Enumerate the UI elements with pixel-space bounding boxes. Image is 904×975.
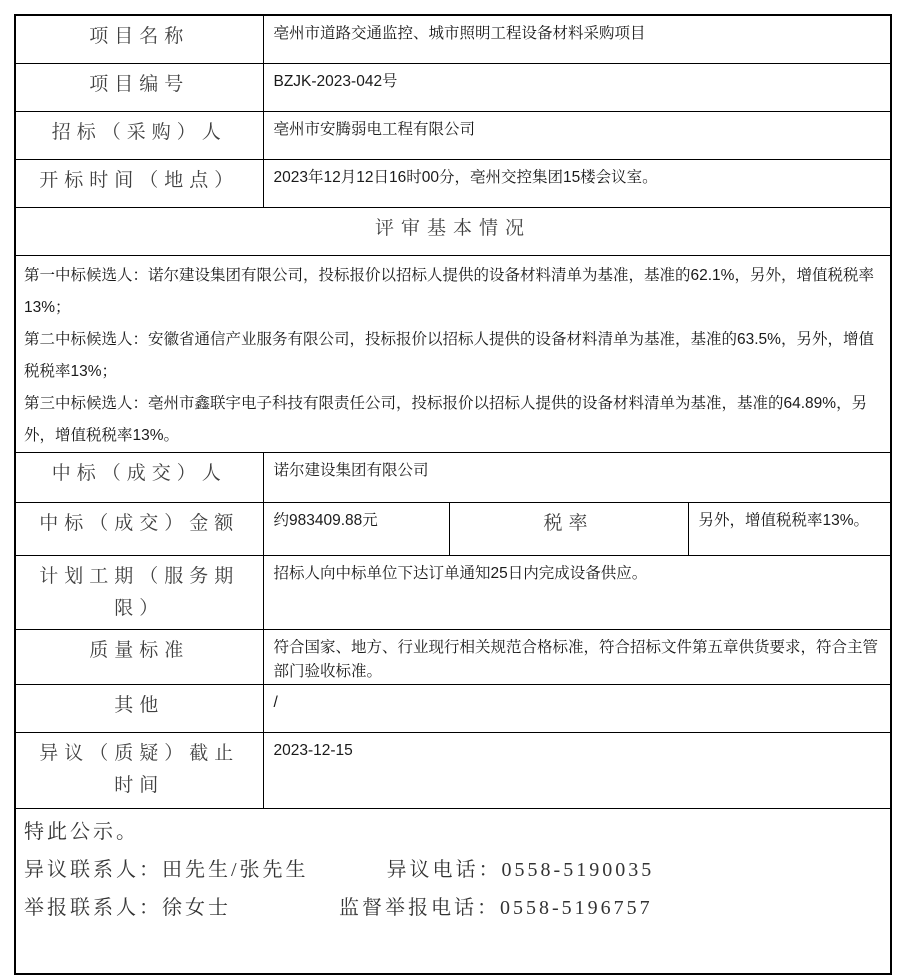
candidate-first: 第一中标候选人：诺尔建设集团有限公司，投标报价以招标人提供的设备材料清单为基准，基准的62.1%，另外，增值税税率13%； <box>24 266 874 316</box>
announcement-line: 特此公示。 <box>24 820 139 843</box>
row-objection-deadline <box>15 732 891 808</box>
bid-opening-label: 开标时间（地点） <box>15 159 263 207</box>
bid-opening-value: 2023年12月12日16时00分，亳州交控集团15楼会议室。 <box>263 159 891 207</box>
objection-deadline-label: 异议（质疑）截止时间 <box>15 732 263 808</box>
schedule-value: 招标人向中标单位下达订单通知25日内完成设备供应。 <box>263 555 891 629</box>
row-schedule <box>15 555 891 629</box>
project-number-label: 项目编号 <box>15 63 263 111</box>
tax-rate-label: 税率 <box>449 502 688 555</box>
quality-value: 符合国家、地方、行业现行相关规范合格标准，符合招标文件第五章供货要求，符合主管部门验收标准。 <box>263 629 891 684</box>
project-name-label: 项目名称 <box>15 15 263 63</box>
row-other <box>15 684 891 732</box>
tenderer-value: 亳州市安腾弱电工程有限公司 <box>263 111 891 159</box>
other-label: 其他 <box>15 684 263 732</box>
winner-label: 中标（成交）人 <box>15 452 263 502</box>
row-review-header <box>15 207 891 255</box>
objection-contact-line <box>24 851 882 889</box>
objection-phone: 异议电话：0558-5190035 <box>386 858 655 881</box>
objection-deadline-value: 2023-12-15 <box>263 732 891 808</box>
row-tenderer <box>15 111 891 159</box>
candidate-third: 第三中标候选人：亳州市鑫联宇电子科技有限责任公司，投标报价以招标人提供的设备材料清单为基准，基准的64.89%，另外，增值税税率13%。 <box>24 394 868 444</box>
row-amount <box>15 502 891 555</box>
quality-label: 质量标准 <box>15 629 263 684</box>
row-bid-opening <box>15 159 891 207</box>
amount-label: 中标（成交）金额 <box>15 502 263 555</box>
row-candidates <box>15 255 891 452</box>
row-project-number <box>15 63 891 111</box>
candidate-second: 第二中标候选人：安徽省通信产业服务有限公司，投标报价以招标人提供的设备材料清单为基准，基准的63.5%，另外，增值税税率13%； <box>24 330 874 380</box>
report-contact: 举报联系人：徐女士 <box>24 896 231 919</box>
tenderer-label: 招标（采购）人 <box>15 111 263 159</box>
tax-rate-value: 另外，增值税税率13%。 <box>688 502 891 555</box>
row-project-name <box>15 15 891 63</box>
project-name-value: 亳州市道路交通监控、城市照明工程设备材料采购项目 <box>263 15 891 63</box>
row-quality <box>15 629 891 684</box>
objection-contact: 异议联系人：田先生/张先生 <box>24 858 309 881</box>
winner-value: 诺尔建设集团有限公司 <box>263 452 891 502</box>
other-value: / <box>263 684 891 732</box>
report-phone: 监督举报电话：0558-5196757 <box>339 896 653 919</box>
review-section-title: 评审基本情况 <box>15 207 891 255</box>
row-winner <box>15 452 891 502</box>
footer-cell <box>15 808 891 974</box>
bid-announcement-table <box>14 14 892 975</box>
schedule-label: 计划工期（服务期限） <box>15 555 263 629</box>
candidates-cell <box>15 255 891 452</box>
amount-value: 约983409.88元 <box>263 502 449 555</box>
project-number-value: BZJK-2023-042号 <box>263 63 891 111</box>
row-footer <box>15 808 891 974</box>
report-contact-line <box>24 889 882 927</box>
